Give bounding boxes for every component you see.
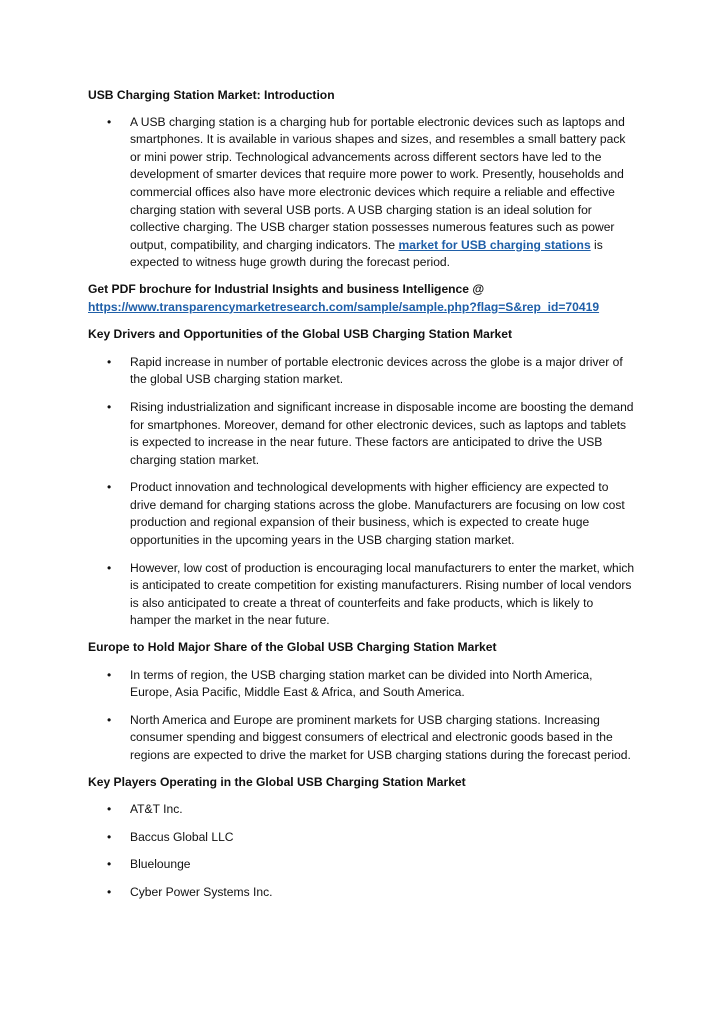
players-list	[88, 801, 636, 901]
bullet-icon: •	[107, 884, 112, 899]
list-item	[88, 712, 636, 765]
list-item-text: Rising industrialization and significant increase in disposable income are boosting the demand for smartphones. Moreover, demand for other electronic devices, such as laptops and tablets is expected to increase in the near future. These factors are anticipated to drive the USB charging station market.	[130, 399, 634, 467]
players-heading: Key Players Operating in the Global USB Charging Station Market	[88, 774, 466, 789]
list-item-text: However, low cost of production is encouraging local manufacturers to enter the market, which is anticipated to create competition for existing manufacturers. Rising number of local vendors is also anticipated to create a threat of counterfeits and fake products, which is likely to hamper the market in the near future.	[130, 560, 635, 628]
bullet-icon: •	[107, 114, 112, 129]
list-item-text: Baccus Global LLC	[130, 829, 234, 844]
intro-list	[88, 114, 636, 272]
europe-heading: Europe to Hold Major Share of the Global USB Charging Station Market	[88, 640, 497, 655]
europe-list	[88, 667, 636, 765]
list-item-text: Cyber Power Systems Inc.	[130, 884, 273, 899]
list-item-text: Rapid increase in number of portable electronic devices across the globe is a major driver of the global USB charging station market.	[130, 354, 623, 387]
intro-heading: USB Charging Station Market: Introduction	[88, 88, 335, 102]
intro-bullet	[88, 114, 636, 272]
bullet-icon: •	[107, 667, 112, 682]
list-item-text: In terms of region, the USB charging station market can be divided into North America, Europe, Asia Pacific, Middle East & Africa, and South America.	[130, 667, 593, 700]
bullet-icon: •	[107, 560, 112, 575]
list-item-text: AT&T Inc.	[130, 802, 183, 817]
brochure-link-line	[88, 299, 636, 317]
list-item	[88, 829, 636, 847]
list-item	[88, 856, 636, 874]
drivers-list	[88, 354, 636, 630]
market-link[interactable]: market for USB charging stations	[398, 237, 591, 252]
list-item	[88, 667, 636, 702]
bullet-icon: •	[107, 857, 112, 872]
bullet-icon: •	[107, 399, 112, 414]
list-item	[88, 801, 636, 819]
bullet-icon: •	[107, 712, 112, 727]
intro-text-after-link: is expected to witness huge growth during the forecast period.	[130, 237, 603, 270]
list-item	[88, 399, 636, 469]
bullet-icon: •	[107, 802, 112, 817]
document-content	[88, 87, 636, 902]
bullet-icon: •	[107, 829, 112, 844]
list-item-text: Product innovation and technological developments with higher efficiency are expected to drive demand for charging stations across the globe. Manufacturers are focusing on low cost production and regional expansion of their business, which is expected to create huge opportunities in the upcoming years in the USB charging station market.	[130, 480, 625, 548]
bullet-icon: •	[107, 354, 112, 369]
list-item	[88, 354, 636, 389]
brochure-link[interactable]: https://www.transparencymarketresearch.com/sample/sample.php?flag=S&rep_id=70419	[88, 299, 600, 314]
bullet-icon: •	[107, 480, 112, 495]
list-item-text: Bluelounge	[130, 857, 191, 872]
intro-text-before-link: A USB charging station is a charging hub for portable electronic devices such as laptops and smartphones. It is available in various shapes and sizes, and resembles a small battery pack or mini power strip. Technological advancements across different sectors have led to the development of smarter devices that require more power to work. Presently, households and commercial offices also have more electronic devices which require a reliable and effective charging station with several USB ports. A USB charging station is an ideal solution for collective charging. The USB charger station possesses numerous features such as power output, compatibility, and charging indicators. The	[130, 114, 626, 252]
drivers-heading: Key Drivers and Opportunities of the Global USB Charging Station Market	[88, 327, 513, 342]
list-item	[88, 479, 636, 549]
list-item	[88, 884, 636, 902]
brochure-label: Get PDF brochure for Industrial Insights and business Intelligence @	[88, 281, 485, 296]
intro-bullet-text	[130, 114, 636, 272]
list-item	[88, 560, 636, 630]
list-item-text: North America and Europe are prominent markets for USB charging stations. Increasing consumer spending and biggest consumers of electrical and electronic goods based in the regions are expected to drive the market for USB charging stations during the forecast period.	[130, 712, 631, 762]
